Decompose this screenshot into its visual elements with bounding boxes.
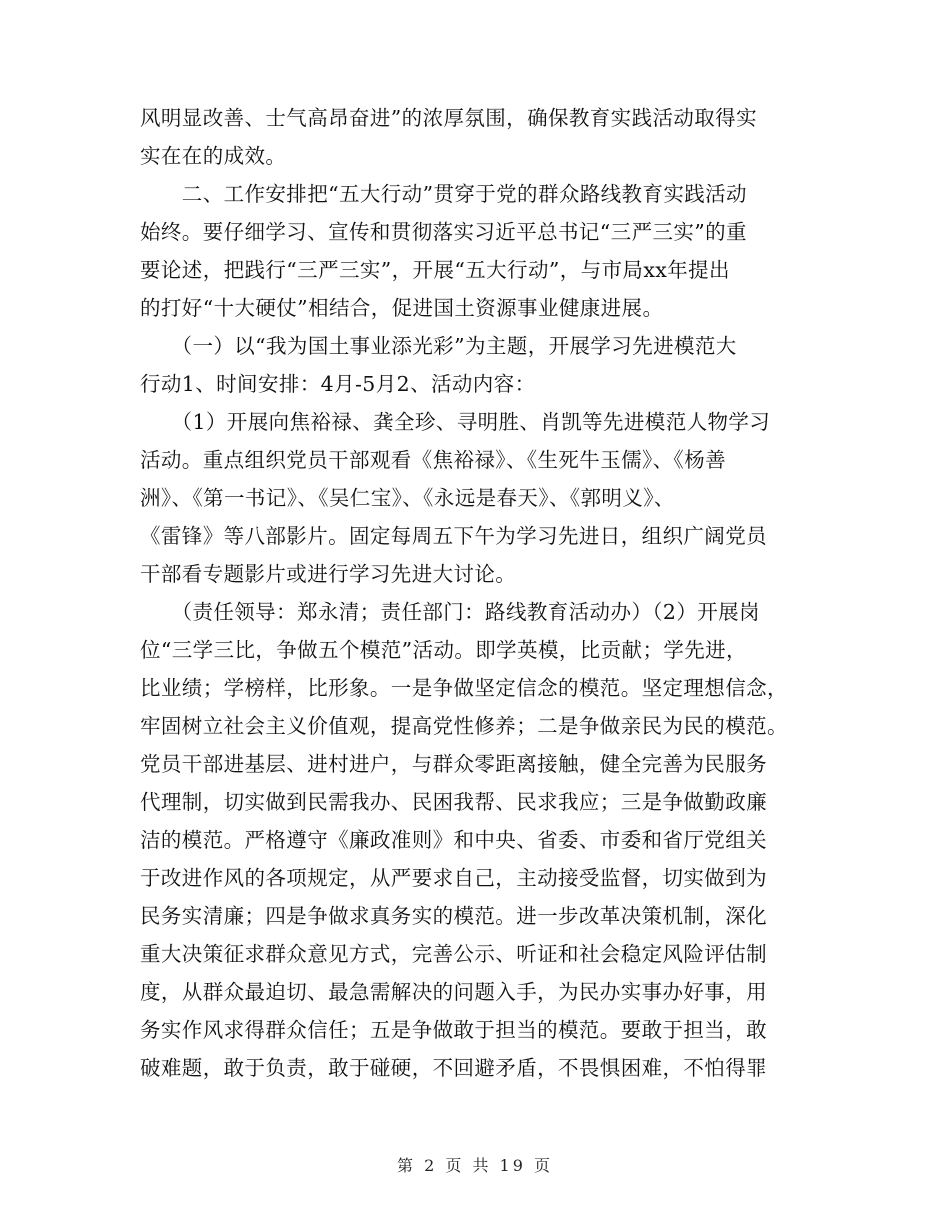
text-line: 洁的模范。严格遵守《廉政准则》和中央、省委、市委和省厅党组关 (140, 828, 767, 852)
text-line: 洲》、《第一书记》、《吴仁宝》、《永远是春天》、《郭明义》、 (140, 486, 675, 510)
text-line: 《雷锋》等八部影片。固定每周五下午为学习先进日，组织广阔党员 (140, 524, 767, 548)
text-line: 民务实清廉；四是争做求真务实的模范。进一步改革决策机制，深化 (140, 904, 767, 928)
text-line: （责任领导：郑永清；责任部门：路线教育活动办）（2）开展岗 (140, 600, 760, 624)
text-line: 干部看专题影片或进行学习先进大讨论。 (140, 562, 517, 586)
text-line: 的打好“十大硬仗”相结合，促进国土资源事业健康进展。 (140, 296, 664, 320)
page-number-footer: 第 2 页 共 19 页 (397, 1156, 553, 1175)
text-line: 破难题，敢于负责，敢于碰硬，不回避矛盾，不畏惧困难，不怕得罪 (140, 1056, 767, 1080)
text-line: 风明显改善、士气高昂奋进”的浓厚氛围，确保教育实践活动取得实 (140, 106, 757, 130)
text-line: 务实作风求得群众信任；五是争做敢于担当的模范。要敢于担当，敢 (140, 1018, 767, 1042)
text-line: 二、工作安排把“五大行动”贯穿于党的群众路线教育实践活动 (140, 182, 747, 206)
text-line: 代理制，切实做到民需我办、民困我帮、民求我应；三是争做勤政廉 (140, 790, 767, 814)
text-line: 重大决策征求群众意见方式，完善公示、听证和社会稳定风险评估制 (140, 942, 767, 966)
body-text (140, 99, 810, 1087)
text-line: 党员干部进基层、进村进户，与群众零距离接触，健全完善为民服务 (140, 752, 767, 776)
text-line: 度，从群众最迫切、最急需解决的问题入手，为民办实事办好事，用 (140, 980, 767, 1004)
text-line: （1）开展向焦裕禄、龚全珍、寻明胜、肖凯等先进模范人物学习 (140, 410, 771, 434)
text-line: 活动。重点组织党员干部观看《焦裕禄》、《生死牛玉儒》、《杨善 (140, 448, 726, 472)
text-line: 牢固树立社会主义价值观，提高党性修养；二是争做亲民为民的模范。 (140, 714, 788, 738)
text-line: 始终。要仔细学习、宣传和贯彻落实习近平总书记“三严三实”的重 (140, 220, 747, 244)
text-line: 位“三学三比，争做五个模范”活动。即学英模，比贡献；学先进， (140, 638, 747, 662)
text-line: 比业绩；学榜样，比形象。一是争做坚定信念的模范。坚定理想信念， (140, 676, 788, 700)
text-line: （一）以“我为国土事业添光彩”为主题，开展学习先进模范大 (140, 334, 737, 358)
text-line: 实在在的成效。 (140, 144, 287, 168)
text-line: 要论述，把践行“三严三实”，开展“五大行动”，与市局xx年提出 (140, 258, 730, 282)
text-line: 于改进作风的各项规定，从严要求自己，主动接受监督，切实做到为 (140, 866, 767, 890)
text-line: 行动1、时间安排：4月-5月2、活动内容： (140, 372, 536, 396)
